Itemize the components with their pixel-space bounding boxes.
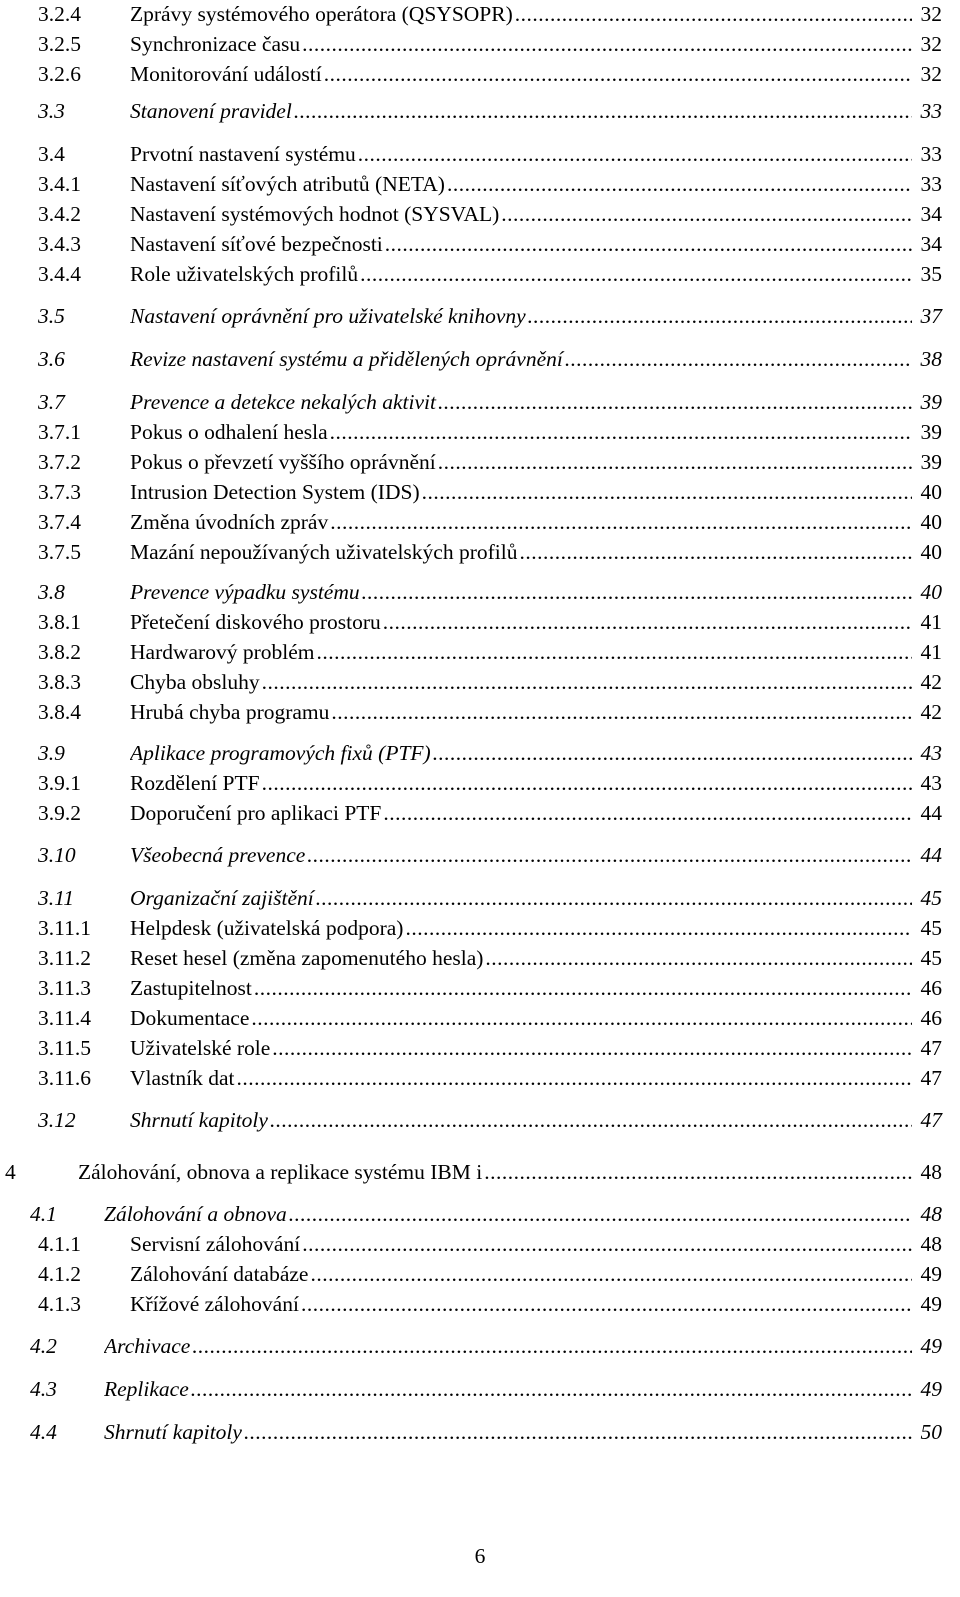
toc-page-number: 41	[920, 610, 942, 634]
toc-title: Nastavení oprávnění pro uživatelské knihovny	[130, 304, 526, 328]
toc-page-number: 45	[920, 886, 942, 910]
dot-leader	[270, 1106, 912, 1134]
dot-leader	[331, 698, 912, 726]
toc-title: Pokus o odhalení hesla	[130, 420, 328, 444]
toc-page-number: 45	[920, 946, 942, 970]
toc-entry[interactable]	[0, 260, 960, 288]
toc-title: Zastupitelnost	[130, 976, 252, 1000]
toc-title: Vlastník dat	[130, 1066, 235, 1090]
toc-page-number: 47	[920, 1036, 942, 1060]
toc-page-number: 45	[920, 916, 942, 940]
toc-title: Zálohování databáze	[130, 1262, 309, 1286]
toc-entry[interactable]	[0, 1158, 960, 1186]
toc-page-number: 34	[920, 202, 942, 226]
toc-title: Rozdělení PTF	[130, 771, 260, 795]
dot-leader	[244, 1418, 912, 1446]
toc-number: 4	[5, 1160, 16, 1184]
toc-number: 3.4.3	[38, 232, 81, 256]
dot-leader	[385, 230, 912, 258]
toc-number: 3.8.3	[38, 670, 81, 694]
dot-leader	[405, 914, 912, 942]
toc-number: 3.9.2	[38, 801, 81, 825]
toc-entry[interactable]	[0, 60, 960, 88]
toc-page-number: 43	[920, 771, 942, 795]
toc-page-number: 42	[920, 700, 942, 724]
toc-entry[interactable]	[0, 200, 960, 228]
toc-number: 3.7.4	[38, 510, 81, 534]
toc-title: Shrnutí kapitoly	[130, 1108, 268, 1132]
toc-entry[interactable]	[0, 1064, 960, 1092]
toc-number: 3.7.1	[38, 420, 81, 444]
dot-leader	[251, 1004, 912, 1032]
toc-entry[interactable]	[0, 1106, 960, 1134]
toc-page-number: 40	[920, 480, 942, 504]
toc-title: Zálohování a obnova	[104, 1202, 287, 1226]
dot-leader	[515, 0, 912, 28]
dot-leader	[438, 448, 912, 476]
toc-number: 3.7.5	[38, 540, 81, 564]
dot-leader	[362, 578, 912, 606]
toc-title: Reset hesel (změna zapomenutého hesla)	[130, 946, 484, 970]
toc-page-number: 49	[920, 1377, 942, 1401]
dot-leader	[307, 841, 912, 869]
toc-page-number: 48	[920, 1160, 942, 1184]
toc-title: Helpdesk (uživatelská podpora)	[130, 916, 404, 940]
toc-number: 3.2.5	[38, 32, 81, 56]
toc-entry[interactable]	[0, 1034, 960, 1062]
dot-leader	[192, 1332, 912, 1360]
toc-number: 4.1.2	[38, 1262, 81, 1286]
toc-entry[interactable]	[0, 230, 960, 258]
toc-page-number: 35	[920, 262, 942, 286]
toc-entry[interactable]	[0, 1260, 960, 1288]
toc-number: 3.8.2	[38, 640, 81, 664]
toc-title: Dokumentace	[130, 1006, 250, 1030]
toc-number: 3.9	[38, 741, 65, 765]
toc-page-number: 37	[920, 304, 942, 328]
dot-leader	[438, 388, 912, 416]
toc-entry[interactable]	[0, 914, 960, 942]
toc-number: 3.8	[38, 580, 65, 604]
toc-number: 3.8.4	[38, 700, 81, 724]
toc-number: 3.4.1	[38, 172, 81, 196]
toc-title: Synchronizace času	[130, 32, 301, 56]
toc-entry[interactable]	[0, 478, 960, 506]
toc-entry[interactable]	[0, 538, 960, 566]
toc-page-number: 40	[920, 540, 942, 564]
toc-title: Shrnutí kapitoly	[104, 1420, 242, 1444]
dot-leader	[289, 1200, 912, 1228]
toc-number: 4.2	[30, 1334, 57, 1358]
toc-entry[interactable]	[0, 698, 960, 726]
toc-page-number: 49	[920, 1334, 942, 1358]
toc-title: Revize nastavení systému a přidělených oprávnění	[130, 347, 563, 371]
toc-entry[interactable]	[0, 668, 960, 696]
toc-title: Monitorování událostí	[130, 62, 322, 86]
dot-leader	[324, 60, 912, 88]
toc-number: 3.11.5	[38, 1036, 91, 1060]
dot-leader	[302, 30, 912, 58]
dot-leader	[310, 1260, 912, 1288]
dot-leader	[501, 200, 912, 228]
dot-leader	[565, 345, 912, 373]
dot-leader	[485, 944, 912, 972]
toc-entry[interactable]	[0, 769, 960, 797]
toc-page-number: 46	[920, 976, 942, 1000]
toc-entry[interactable]	[0, 1004, 960, 1032]
dot-leader	[316, 884, 912, 912]
toc-number: 3.8.1	[38, 610, 81, 634]
toc-page-number: 41	[920, 640, 942, 664]
toc-title: Nastavení systémových hodnot (SYSVAL)	[130, 202, 500, 226]
toc-entry[interactable]	[0, 578, 960, 606]
toc-title: Křížové zálohování	[130, 1292, 299, 1316]
toc-number: 3.11.2	[38, 946, 91, 970]
toc-title: Hardwarový problém	[130, 640, 315, 664]
toc-title: Archivace	[104, 1334, 191, 1358]
toc-entry[interactable]	[0, 799, 960, 827]
dot-leader	[191, 1375, 912, 1403]
dot-leader	[383, 799, 912, 827]
toc-page-number: 40	[920, 510, 942, 534]
toc-number: 3.11.3	[38, 976, 91, 1000]
toc-page-number: 32	[920, 62, 942, 86]
toc-page-number: 50	[920, 1420, 942, 1444]
toc-entry[interactable]	[0, 638, 960, 666]
toc-page-number: 32	[920, 32, 942, 56]
toc-page-number: 33	[920, 142, 942, 166]
dot-leader	[433, 739, 912, 767]
toc-entry[interactable]	[0, 974, 960, 1002]
toc-number: 3.11.4	[38, 1006, 91, 1030]
toc-number: 4.3	[30, 1377, 57, 1401]
dot-leader	[294, 97, 912, 125]
toc-title: Všeobecná prevence	[130, 843, 306, 867]
dot-leader	[316, 638, 912, 666]
toc-page-number: 44	[920, 843, 942, 867]
dot-leader	[484, 1158, 912, 1186]
toc-page-number: 34	[920, 232, 942, 256]
toc-entry[interactable]	[0, 448, 960, 476]
toc-entry[interactable]	[0, 30, 960, 58]
toc-number: 3.4.4	[38, 262, 81, 286]
toc-number: 3.11.6	[38, 1066, 91, 1090]
toc-title: Mazání nepoužívaných uživatelských profilů	[130, 540, 518, 564]
toc-number: 3.4	[38, 142, 65, 166]
dot-leader	[330, 418, 912, 446]
toc-title: Nastavení síťové bezpečnosti	[130, 232, 383, 256]
toc-title: Prevence a detekce nekalých aktivit	[130, 390, 436, 414]
toc-entry[interactable]	[0, 1418, 960, 1446]
dot-leader	[422, 478, 912, 506]
toc-page-number: 42	[920, 670, 942, 694]
toc-title: Pokus o převzetí vyššího oprávnění	[130, 450, 436, 474]
dot-leader	[254, 974, 912, 1002]
toc-title: Hrubá chyba programu	[130, 700, 330, 724]
toc-page-number: 49	[920, 1262, 942, 1286]
toc-page-number: 32	[920, 2, 942, 26]
toc-page-number: 48	[920, 1232, 942, 1256]
toc-entry[interactable]	[0, 0, 960, 28]
toc-title: Doporučení pro aplikaci PTF	[130, 801, 382, 825]
toc-entry[interactable]	[0, 302, 960, 330]
toc-page-number: 46	[920, 1006, 942, 1030]
toc-entry[interactable]	[0, 944, 960, 972]
dot-leader	[330, 508, 912, 536]
toc-entry[interactable]	[0, 1290, 960, 1318]
toc-title: Organizační zajištění	[130, 886, 314, 910]
toc-number: 3.7.2	[38, 450, 81, 474]
toc-title: Servisní zálohování	[130, 1232, 301, 1256]
toc-number: 3.6	[38, 347, 65, 371]
toc-entry[interactable]	[0, 345, 960, 373]
toc-entry[interactable]	[0, 1375, 960, 1403]
dot-leader	[237, 1064, 913, 1092]
toc-page-number: 39	[920, 450, 942, 474]
toc-number: 3.3	[38, 99, 65, 123]
dot-leader	[383, 608, 912, 636]
toc-number: 3.10	[38, 843, 76, 867]
toc-title: Stanovení pravidel	[130, 99, 292, 123]
toc-entry[interactable]	[0, 418, 960, 446]
toc-entry[interactable]	[0, 1332, 960, 1360]
toc-entry[interactable]	[0, 97, 960, 125]
toc-entry[interactable]	[0, 841, 960, 869]
toc-number: 4.4	[30, 1420, 57, 1444]
dot-leader	[262, 769, 912, 797]
page-number: 6	[474, 1544, 486, 1568]
toc-entry[interactable]	[0, 140, 960, 168]
toc-title: Zálohování, obnova a replikace systému IBM i	[78, 1160, 483, 1184]
dot-leader	[272, 1034, 912, 1062]
toc-title: Prvotní nastavení systému	[130, 142, 356, 166]
toc-number: 3.12	[38, 1108, 76, 1132]
dot-leader	[301, 1290, 912, 1318]
dot-leader	[262, 668, 912, 696]
toc-title: Nastavení síťových atributů (NETA)	[130, 172, 445, 196]
toc-entry[interactable]	[0, 739, 960, 767]
toc-number: 3.11	[38, 886, 75, 910]
dot-leader	[360, 260, 912, 288]
toc-page-number: 39	[920, 390, 942, 414]
toc-entry[interactable]	[0, 388, 960, 416]
toc-page-number: 47	[920, 1108, 942, 1132]
toc-page-number: 43	[920, 741, 942, 765]
toc-entry[interactable]	[0, 170, 960, 198]
toc-entry[interactable]	[0, 1200, 960, 1228]
toc-number: 4.1	[30, 1202, 57, 1226]
toc-title: Změna úvodních zpráv	[130, 510, 329, 534]
toc-page-number: 49	[920, 1292, 942, 1316]
toc-title: Zprávy systémového operátora (QSYSOPR)	[130, 2, 513, 26]
dot-leader	[447, 170, 912, 198]
toc-entry[interactable]	[0, 1230, 960, 1258]
toc-title: Intrusion Detection System (IDS)	[130, 480, 420, 504]
dot-leader	[358, 140, 912, 168]
toc-page-number: 47	[920, 1066, 942, 1090]
toc-number: 4.1.1	[38, 1232, 81, 1256]
toc-entry[interactable]	[0, 884, 960, 912]
toc-number: 3.11.1	[38, 916, 91, 940]
toc-page-number: 48	[920, 1202, 942, 1226]
toc-number: 3.2.6	[38, 62, 81, 86]
toc-page-number: 38	[920, 347, 942, 371]
toc-entry[interactable]	[0, 608, 960, 636]
toc-number: 3.7.3	[38, 480, 81, 504]
dot-leader	[528, 302, 912, 330]
toc-title: Role uživatelských profilů	[130, 262, 359, 286]
toc-number: 3.9.1	[38, 771, 81, 795]
toc-number: 4.1.3	[38, 1292, 81, 1316]
dot-leader	[519, 538, 912, 566]
toc-page-number: 33	[920, 172, 942, 196]
toc-entry[interactable]	[0, 508, 960, 536]
toc-page-number: 44	[920, 801, 942, 825]
toc-title: Replikace	[104, 1377, 189, 1401]
toc-number: 3.4.2	[38, 202, 81, 226]
toc-page-number: 33	[920, 99, 942, 123]
toc-number: 3.2.4	[38, 2, 81, 26]
toc-number: 3.7	[38, 390, 65, 414]
toc-title: Prevence výpadku systému	[130, 580, 360, 604]
toc-number: 3.5	[38, 304, 65, 328]
dot-leader	[302, 1230, 912, 1258]
toc-page-number: 39	[920, 420, 942, 444]
toc-page-number: 40	[920, 580, 942, 604]
toc-title: Chyba obsluhy	[130, 670, 260, 694]
toc-title: Uživatelské role	[130, 1036, 271, 1060]
toc-title: Aplikace programových fixů (PTF)	[130, 741, 431, 765]
toc-title: Přetečení diskového prostoru	[130, 610, 381, 634]
